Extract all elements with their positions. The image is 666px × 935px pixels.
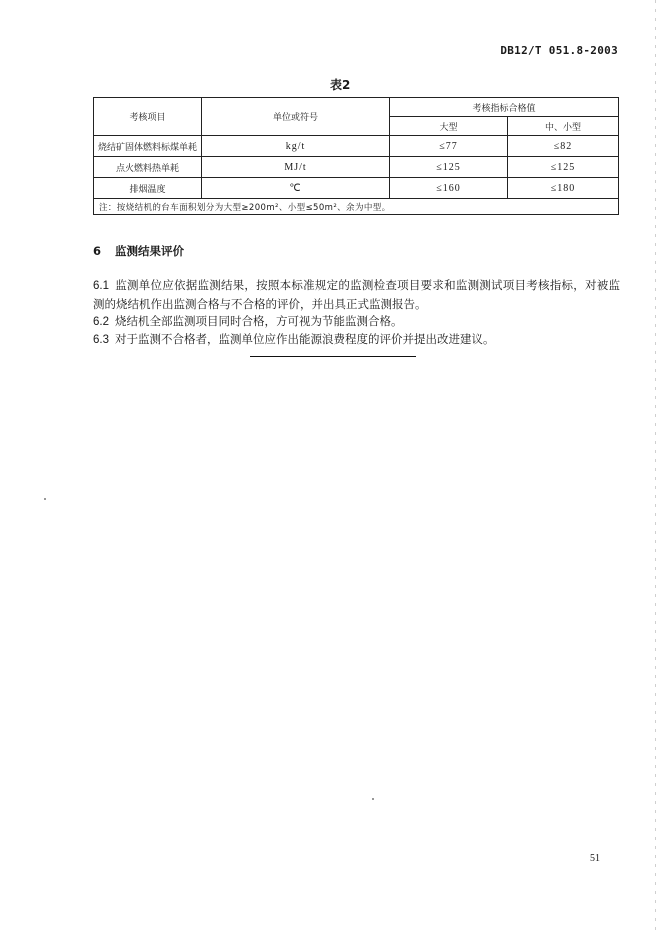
paragraph-number: 6.2: [93, 316, 109, 328]
cell-item: 点火燃料热单耗: [94, 157, 202, 178]
scan-edge-line: [655, 0, 656, 935]
header-item: 考核项目: [94, 98, 202, 136]
paragraph-number: 6.3: [93, 334, 109, 346]
paragraph-text: 烧结机全部监测项目同时合格，方可视为节能监测合格。: [115, 314, 403, 328]
paragraph-6-1: [93, 276, 620, 313]
section-number: 6: [93, 244, 102, 258]
cell-medium-small: ≤125: [508, 157, 619, 178]
paragraph-text: 监测单位应依据监测结果，按照本标准规定的监测检查项目要求和监测测试项目考核指标，对被监测的烧结机作出监测合格与不合格的评价，并出具正式监测报告。: [93, 278, 620, 311]
scan-speck: [372, 798, 374, 800]
scan-speck: [44, 498, 46, 500]
section-heading: [93, 243, 184, 259]
header-unit: 单位或符号: [202, 98, 390, 136]
end-rule: [250, 356, 416, 357]
table-row: [94, 136, 619, 157]
cell-unit: kg/t: [202, 136, 390, 157]
section-title: 监测结果评价: [115, 244, 184, 258]
header-medium-small: 中、小型: [508, 117, 619, 136]
cell-item: 烧结矿固体燃料标煤单耗: [94, 136, 202, 157]
paragraph-number: 6.1: [93, 280, 109, 292]
table-note: 注：按烧结机的台车面积划分为大型≥200m²、小型≤50m²、余为中型。: [94, 199, 619, 215]
cell-large: ≤160: [390, 178, 508, 199]
page-number: 51: [590, 853, 600, 864]
cell-unit: MJ/t: [202, 157, 390, 178]
cell-item: 排烟温度: [94, 178, 202, 199]
cell-large: ≤125: [390, 157, 508, 178]
table-header-row: [94, 98, 619, 117]
spec-table: [93, 97, 619, 215]
cell-medium-small: ≤82: [508, 136, 619, 157]
paragraph-text: 对于监测不合格者，监测单位应作出能源浪费程度的评价并提出改进建议。: [115, 332, 495, 346]
cell-large: ≤77: [390, 136, 508, 157]
cell-medium-small: ≤180: [508, 178, 619, 199]
paragraph-6-2: [93, 312, 620, 331]
table-note-row: [94, 199, 619, 215]
table-row: [94, 178, 619, 199]
table-title: 表2: [330, 78, 351, 92]
header-large: 大型: [390, 117, 508, 136]
cell-unit: ℃: [202, 178, 390, 199]
paragraph-6-3: [93, 330, 620, 349]
header-group: 考核指标合格值: [390, 98, 619, 117]
standard-number: DB12/T 051.8-2003: [500, 44, 618, 57]
table-row: [94, 157, 619, 178]
